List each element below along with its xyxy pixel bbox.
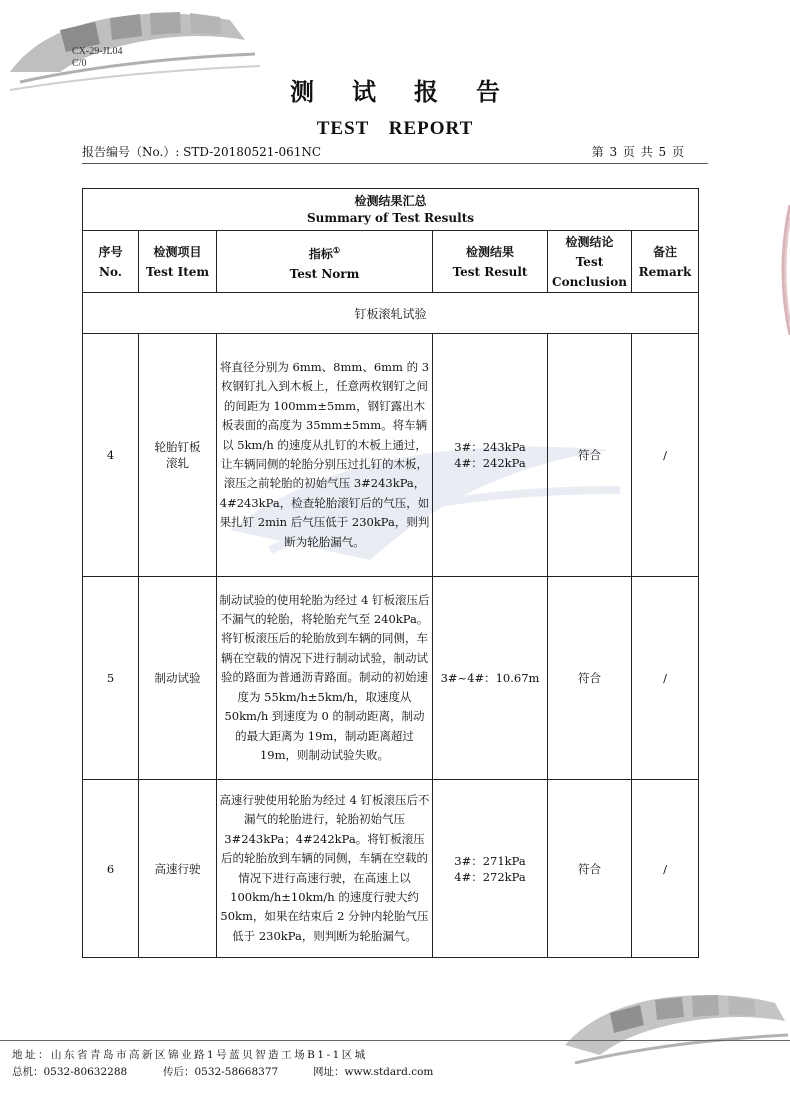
row-no: 6	[83, 780, 139, 958]
table-row	[83, 577, 699, 780]
table-row	[83, 780, 699, 958]
row-remark: /	[632, 780, 699, 958]
row-item: 轮胎钉板 滚轧	[139, 334, 217, 577]
row-conclusion: 符合	[548, 780, 632, 958]
row-result: 3#：243kPa 4#：242kPa	[433, 334, 548, 577]
report-number: 报告编号（No.）: STD-20180521-061NC	[82, 145, 322, 159]
summary-title: 检测结果汇总 Summary of Test Results	[83, 189, 699, 231]
col-header-result: 检测结果 Test Result	[433, 231, 548, 293]
results-table	[82, 188, 699, 958]
section-title: 钉板滚轧试验	[83, 293, 699, 334]
row-item: 高速行驶	[139, 780, 217, 958]
document-code: CX-29-JL04 C/0	[72, 46, 123, 69]
row-remark: /	[632, 334, 699, 577]
row-result: 3#~4#：10.67m	[433, 577, 548, 780]
seal-edge-icon	[772, 205, 790, 335]
train-logo-icon	[560, 985, 790, 1080]
col-header-conclusion: 检测结论 Test Conclusion	[548, 231, 632, 293]
footer-address: 地址：山东省青岛市高新区锦业路1号蓝贝智造工场B1-1区城	[12, 1049, 368, 1061]
row-result: 3#：271kPa 4#：272kPa	[433, 780, 548, 958]
title-chinese: 测试报告	[290, 77, 538, 106]
row-norm: 制动试验的使用轮胎为经过 4 钉板滚压后不漏气的轮胎，将轮胎充气至 240kPa。将钉板滚压后的轮胎放到车辆的同侧，车辆在空载的情况下进行制动试验，制动试验的路面为普通沥青路面。制动的初始速度为 55km/h±5km/h，取速度从 50km/h 到速度为 0 的制动距离，制动的最大距离为 19m，制动距离超过 19m，则制动试验失败。	[217, 577, 433, 780]
footer-divider	[0, 1040, 790, 1041]
page-indicator: 第 3 页 共 5 页	[591, 145, 684, 159]
title-english: TEST REPORT	[316, 118, 474, 139]
header-divider	[82, 163, 708, 164]
table-row	[83, 334, 699, 577]
row-conclusion: 符合	[548, 334, 632, 577]
row-norm: 将直径分别为 6mm、8mm、6mm 的 3 枚钢钉扎入到木板上，任意两枚钢钉之间的间距为 100mm±5mm，钢钉露出木板表面的高度为 35mm±5mm。将车辆以 5km/h 的速度从扎钉的木板上通过，让车辆同侧的轮胎分别压过扎钉的木板，滚压之前轮胎的初始气压 3#243kPa，4#243kPa，检查轮胎滚钉后的气压，如果扎钉 2min 后气压低于 230kPa，则判断为轮胎漏气。	[217, 334, 433, 577]
col-header-norm: 指标① Test Norm	[217, 231, 433, 293]
table-header-row	[83, 231, 699, 293]
col-header-remark: 备注 Remark	[632, 231, 699, 293]
col-header-item: 检测项目 Test Item	[139, 231, 217, 293]
footer-phone: 总机：0532-80632288	[12, 1066, 128, 1078]
row-no: 4	[83, 334, 139, 577]
footer-fax: 传后：0532-58668377	[163, 1066, 279, 1078]
row-no: 5	[83, 577, 139, 780]
col-header-no: 序号 No.	[83, 231, 139, 293]
row-remark: /	[632, 577, 699, 780]
row-conclusion: 符合	[548, 577, 632, 780]
row-norm: 高速行驶使用轮胎为经过 4 钉板滚压后不漏气的轮胎进行，轮胎初始气压 3#243kPa；4#242kPa。将钉板滚压后的轮胎放到车辆的同侧，车辆在空载的情况下进行高速行驶，在高速上以 100km/h±10km/h 的速度行驶大约 50km，如果在结束后 2 分钟内轮胎气压低于 230kPa，则判断为轮胎漏气。	[217, 780, 433, 958]
row-item: 制动试验	[139, 577, 217, 780]
footer-website: 网址：www.stdard.com	[313, 1066, 434, 1078]
